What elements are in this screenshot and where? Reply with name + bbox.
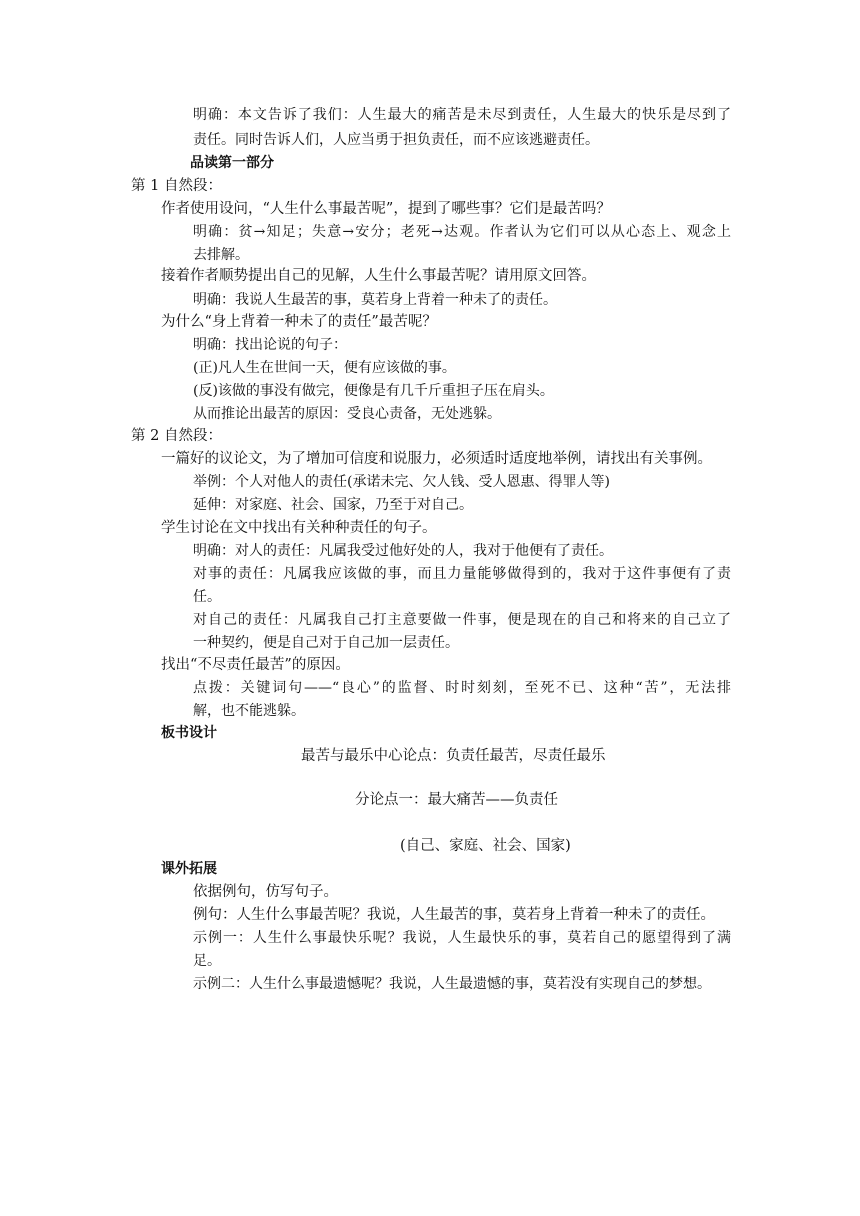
paragraph-label-2: 第 2 自然段： [131,428,222,444]
question-line: 作者使用设问，“人生什么事最苦呢”，提到了哪些事？它们是最苦吗？ [161,201,611,217]
answer-line: 对自己的责任：凡属我自己打主意要做一件事，便是现在的自己和将来的自己立了 [193,612,731,628]
answer-line: 对事的责任：凡属我应该做的事，而且力量能够做得到的，我对于这件事便有了责 [193,566,731,582]
question-line: 一篇好的议论文，为了增加可信度和说服力，必须适时适度地举例，请找出有关事例。 [161,451,712,467]
answer-line: (反)该做的事没有做完，便像是有几千斤重担子压在肩头。 [193,383,554,399]
answer-line: 明确：本文告诉了我们：人生最大的痛苦是未尽到责任，人生最大的快乐是尽到了 [193,107,731,123]
section-heading-pindu: 品读第一部分 [190,155,274,171]
question-line: 找出“不尽责任最苦”的原因。 [161,657,350,673]
answer-line: 举例：个人对他人的责任(承诺未完、欠人钱、受人恩惠、得罪人等) [193,474,610,490]
exercise-line: 例句：人生什么事最苦呢？我说，人生最苦的事，莫若身上背着一种未了的责任。 [193,907,715,923]
answer-line: (正)凡人生在世间一天，便有应该做的事。 [193,360,456,376]
question-line: 学生讨论在文中找出有关种种责任的句子。 [161,520,437,536]
section-heading-extend: 课外拓展 [161,861,217,877]
answer-line: 从而推论出最苦的原因：受良心责备，无处逃躲。 [193,406,501,422]
answer-line: 明确：找出论说的句子： [193,337,347,353]
answer-line: 一种契约，便是自己对于自己加一层责任。 [193,635,459,651]
answer-line: 责任。同时告诉人们，人应当勇于担负责任，而不应该逃避责任。 [193,132,599,148]
question-line: 接着作者顺势提出自己的见解，人生什么事最苦呢？请用原文回答。 [161,268,596,284]
paragraph-label-1: 第 1 自然段： [131,178,222,194]
exercise-line: 足。 [193,953,221,969]
answer-line: 任。 [193,589,221,605]
answer-line: 明确：贫→知足；失意→安分；老死→达观。作者认为它们可以从心态上、观念上 [193,224,731,240]
board-line: (自己、家庭、社会、国家) [400,838,571,854]
answer-line: 明确：对人的责任：凡属我受过他好处的人，我对于他便有了责任。 [193,543,613,559]
exercise-line: 示例二：人生什么事最遗憾呢？我说，人生最遗憾的事，莫若没有实现自己的梦想。 [193,976,711,992]
board-line: 最苦与最乐中心论点：负责任最苦，尽责任最乐 [301,748,606,764]
exercise-line: 依据例句，仿写句子。 [193,884,338,900]
exercise-line: 示例一：人生什么事最快乐呢？我说，人生最快乐的事，莫若自己的愿望得到了满 [193,930,731,946]
answer-line: 明确：我说人生最苦的事，莫若身上背着一种未了的责任。 [193,292,557,308]
question-line: 为什么“身上背着一种未了的责任”最苦呢？ [161,314,437,330]
answer-line: 解，也不能逃躲。 [193,703,305,719]
answer-line: 去排解。 [193,247,249,263]
section-heading-board: 板书设计 [161,725,217,741]
board-line: 分论点一：最大痛苦——负责任 [355,792,558,808]
answer-line: 点拨：关键词句——“良心”的监督、时时刻刻，至死不已、这种“苦”，无法排 [193,680,731,696]
answer-line: 延伸：对家庭、社会、国家，乃至于对自己。 [193,497,473,513]
